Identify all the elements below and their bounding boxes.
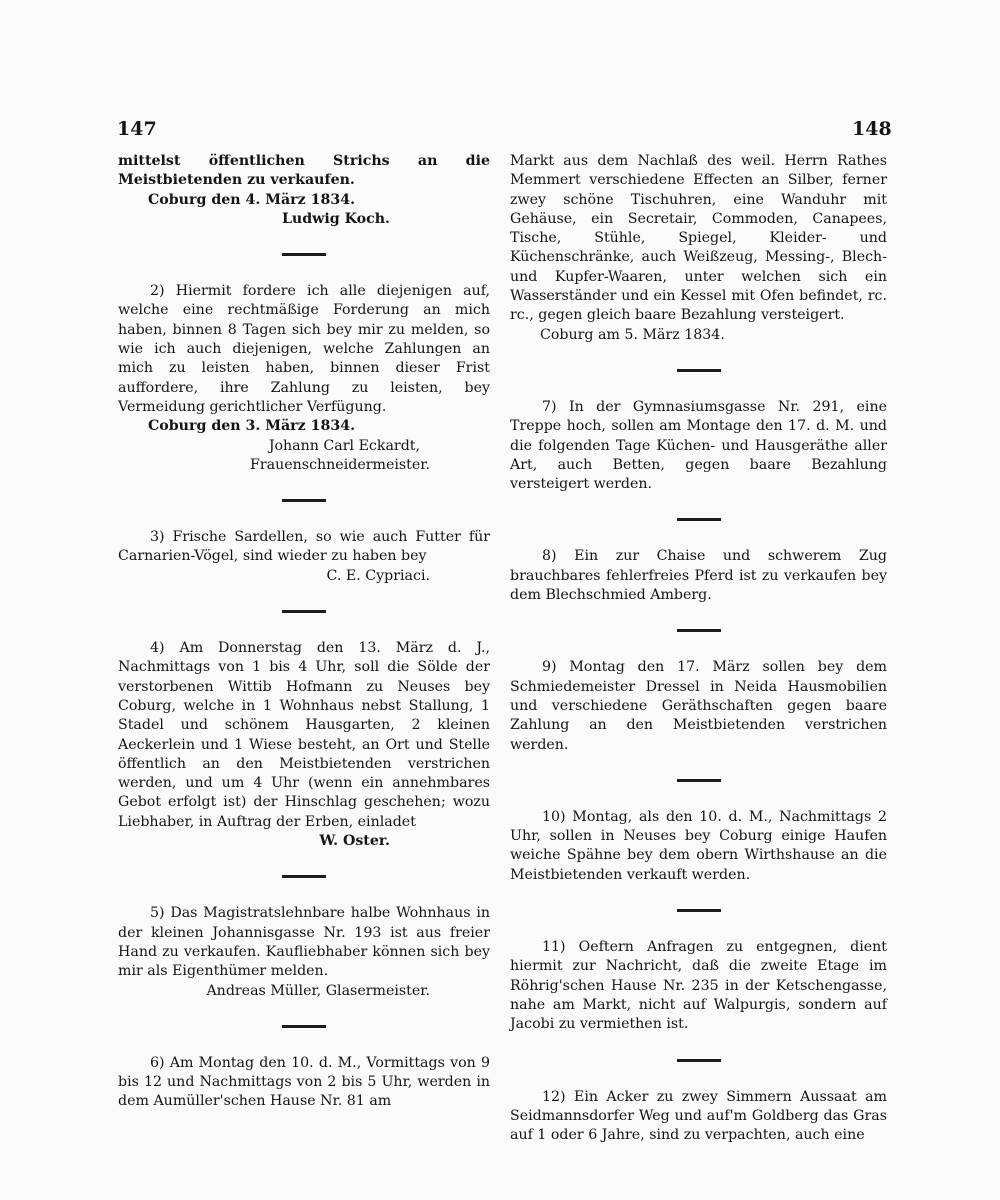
notice-8-text: 8) Ein zur Chaise und schwerem Zug brauchbares fehlerfreies Pferd ist zu verkaufen bey dem Blechschmied Amberg. xyxy=(510,548,887,604)
separator-rule xyxy=(282,610,326,613)
page-number-right: 148 xyxy=(852,118,892,140)
separator-rule xyxy=(677,629,721,632)
intro-text: mittelst öffentlichen Strichs an die Meistbietenden zu verkaufen. xyxy=(118,153,490,189)
left-column xyxy=(118,152,490,1112)
page-number-left: 147 xyxy=(117,118,157,140)
intro-date: Coburg den 4. März 1834. xyxy=(148,191,356,208)
separator-rule xyxy=(282,1025,326,1028)
right-column xyxy=(510,152,887,1145)
notice-7-text: 7) In der Gymnasiumsgasse Nr. 291, eine Treppe hoch, sollen am Montage den 17. d. M. und die folgenden Tage Küchen- und Hausgeräthe aller Art, auch Betten, gegen baare Bezahlung versteigert werden. xyxy=(510,398,887,493)
separator-rule xyxy=(677,779,721,782)
separator-rule xyxy=(677,518,721,521)
notice-9-text: 9) Montag den 17. März sollen bey dem Schmiedemeister Dressel in Neida Hausmobilien und verschiedene Geräthschaften gegen baare Zahlung an den Meistbietenden verstrichen werden. xyxy=(510,659,887,753)
separator-rule xyxy=(282,875,326,878)
notice-6-text: 6) Am Montag den 10. d. M., Vormittags von 9 bis 12 und Nachmittags von 2 bis 5 Uhr, werden in dem Aumüller'schen Hause Nr. 81 am xyxy=(118,1054,490,1110)
notice-4-signer: W. Oster. xyxy=(319,833,390,850)
notice-6-date: Coburg am 5. März 1834. xyxy=(540,326,725,343)
separator-rule xyxy=(677,909,721,912)
notice-2-text: 2) Hiermit fordere ich alle diejenigen auf, welche eine rechtmäßige Forderung an mich haben, binnen 8 Tagen sich bey mir zu melden, so wie ich auch diejenigen, welche Zahlungen an mich zu leisten haben, binnen dieser Frist auffordere, ihre Zahlung zu leisten, bey Vermeidung gerichtlicher Verfügung. xyxy=(118,283,490,415)
separator-rule xyxy=(282,499,326,502)
intro-signer: Ludwig Koch. xyxy=(281,210,390,227)
notice-6-continuation: Markt aus dem Nachlaß des weil. Herrn Rathes Memmert verschiedene Effecten an Silber, ferner zwey schöne Tischuhren, eine Wanduhr mit Gehäuse, ein Secretair, Commoden, Canapees, Tische, Stühle, Spiegel, Kleider- und Küchenschränke, auch Weißzeug, Messing-, Blech- und Kupfer-Waaren, unter welchen sich ein Wasserständer und ein Kessel mit Ofen befindet, rc. rc., gegen gleich baare Bezahlung versteigert. xyxy=(510,153,887,324)
separator-rule xyxy=(677,369,721,372)
notice-2-signer-name: Johann Carl Eckardt, xyxy=(268,437,420,454)
notice-3-text: 3) Frische Sardellen, so wie auch Futter für Carnarien-Vögel, sind wieder zu haben bey xyxy=(118,529,490,565)
notice-2-date: Coburg den 3. März 1834. xyxy=(148,418,356,435)
notice-3-signer: C. E. Cypriaci. xyxy=(326,567,430,584)
notice-12-text: 12) Ein Acker zu zwey Simmern Aussaat am Seidmannsdorfer Weg und auf'm Goldberg das Gras auf 1 oder 6 Jahre, sind zu verpachten, auch eine xyxy=(510,1088,887,1144)
separator-rule xyxy=(677,1059,721,1062)
separator-rule xyxy=(282,253,326,256)
notice-10-text: 10) Montag, als den 10. d. M., Nachmittags 2 Uhr, sollen in Neuses bey Coburg einige Haufen weiche Spähne bey dem obern Wirthshause an die Meistbietenden verkauft werden. xyxy=(510,808,887,883)
notice-4-text: 4) Am Donnerstag den 13. März d. J., Nachmittags von 1 bis 4 Uhr, soll die Sölde der verstorbenen Wittib Hofmann zu Neuses bey Coburg, welche in 1 Wohnhaus nebst Stallung, 1 Stadel und schönem Hausgarten, 2 kleinen Aeckerlein und 1 Wiese besteht, an Ort und Stelle öffentlich an den Meistbietenden verstrichen werden, und um 4 Uhr (wenn ein annehmbares Gebot erfolgt ist) der Hinschlag geschehen; wozu Liebhaber, in Auftrag der Erben, einladet xyxy=(118,640,490,830)
notice-11-text: 11) Oeftern Anfragen zu entgegnen, dient hiermit zur Nachricht, daß die zweite Etage im Röhrig'schen Hause Nr. 235 in der Ketschengasse, nahe am Markt, nicht auf Walpurgis, sondern auf Jacobi zu vermiethen ist. xyxy=(510,939,887,1033)
notice-2-signer-title: Frauenschneidermeister. xyxy=(250,456,430,473)
notice-5-signer: Andreas Müller, Glasermeister. xyxy=(206,982,430,999)
notice-5-text: 5) Das Magistratslehnbare halbe Wohnhaus in der kleinen Johannisgasse Nr. 193 ist aus freier Hand zu verkaufen. Kaufliebhaber können sich bey mir als Eigenthümer melden. xyxy=(118,905,490,980)
